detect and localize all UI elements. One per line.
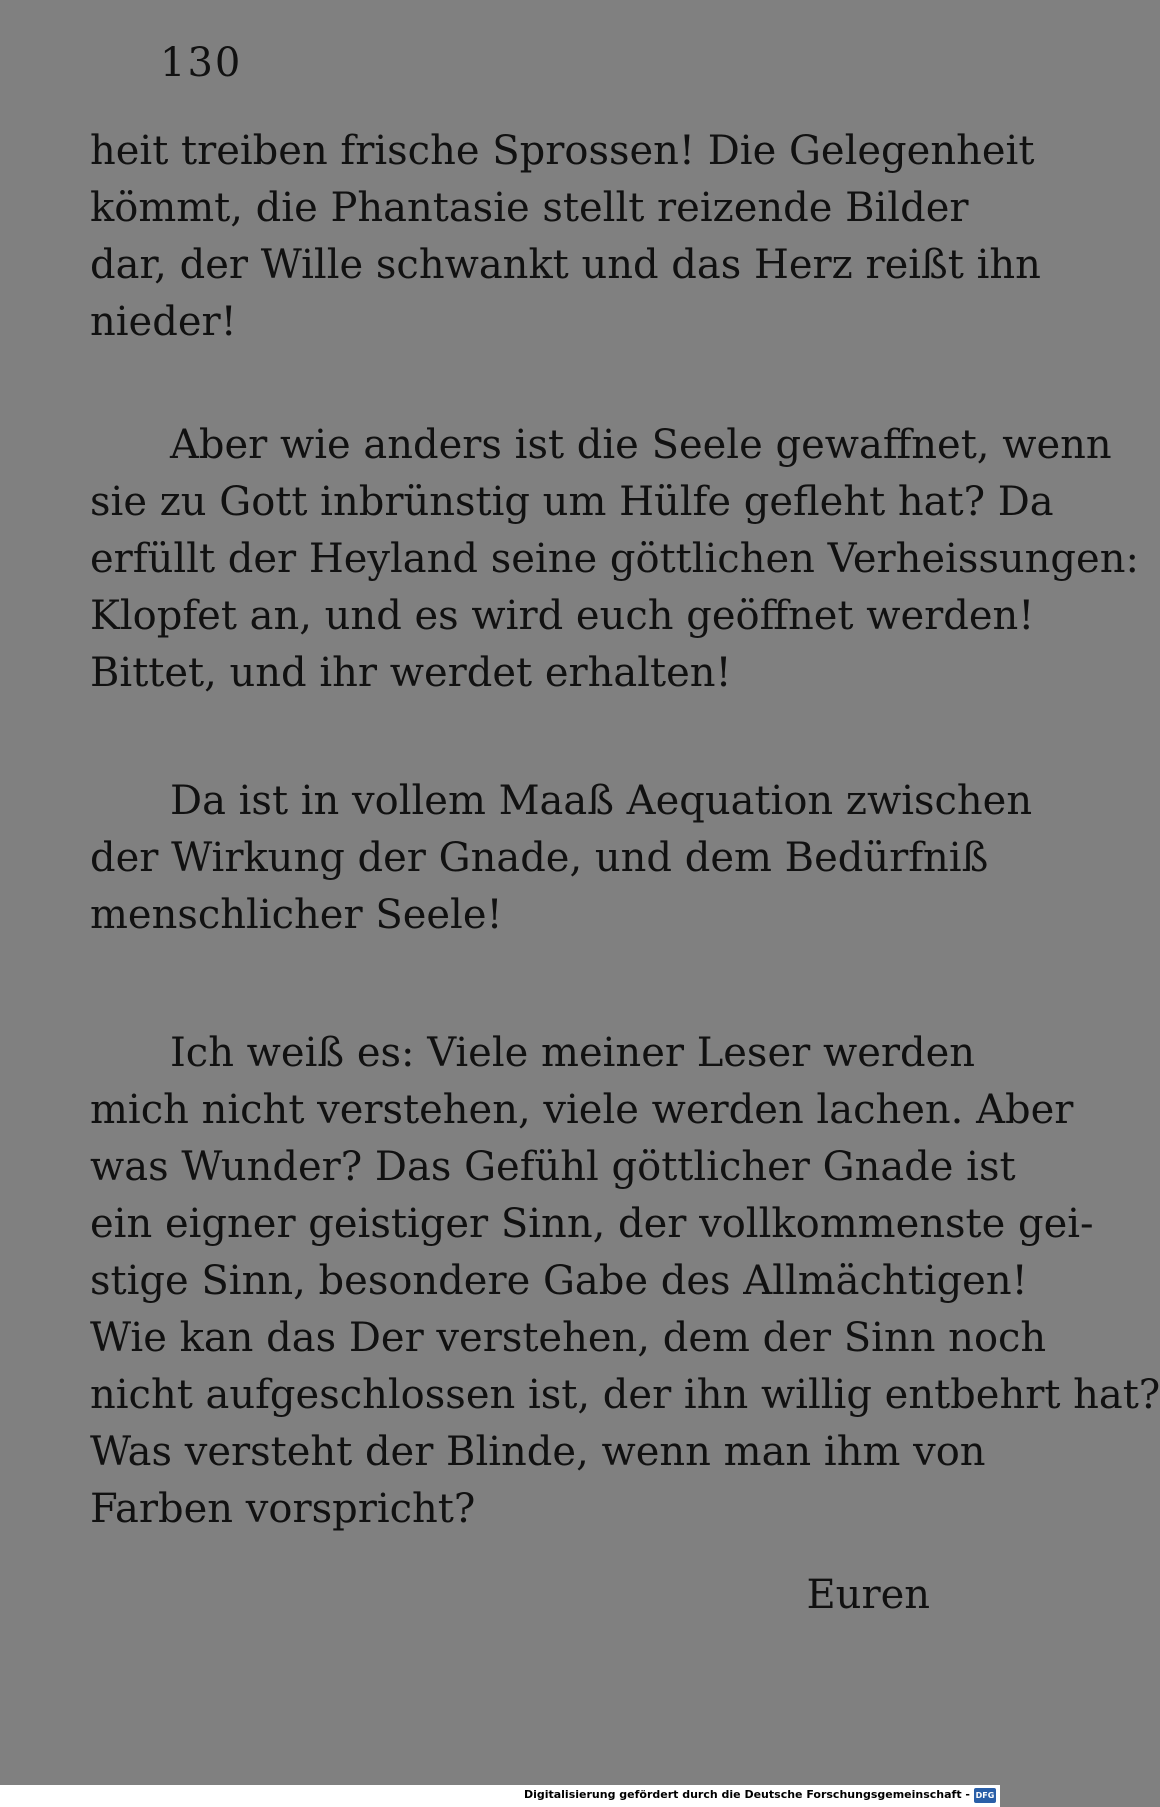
paragraph-1 xyxy=(90,123,1041,351)
text-line: nieder! xyxy=(90,299,237,345)
text-line: mich nicht verstehen, viele werden lachen. Aber xyxy=(90,1087,1074,1133)
text-line: erfüllt der Heyland seine göttlichen Verheissungen: xyxy=(90,536,1139,582)
catchword: Euren xyxy=(806,1572,930,1618)
text-line: Ich weiß es: Viele meiner Leser werden xyxy=(170,1030,976,1076)
text-line: Was versteht der Blinde, wenn man ihm von xyxy=(90,1429,986,1475)
text-line: sie zu Gott inbrünstig um Hülfe gefleht hat? Da xyxy=(90,479,1054,525)
text-line: dar, der Wille schwankt und das Herz reißt ihn xyxy=(90,242,1041,288)
paragraph-3 xyxy=(90,773,1033,944)
text-line: was Wunder? Das Gefühl göttlicher Gnade ist xyxy=(90,1144,1016,1190)
text-line: menschlicher Seele! xyxy=(90,892,503,938)
text-line: heit treiben frische Sprossen! Die Gelegenheit xyxy=(90,128,1035,174)
paragraph-2 xyxy=(90,417,1139,702)
footer-bar xyxy=(0,1785,1000,1807)
footer-credit: Digitalisierung gefördert durch die Deutsche Forschungsgemeinschaft - xyxy=(523,1788,970,1801)
text-line: Da ist in vollem Maaß Aequation zwischen xyxy=(170,778,1033,824)
paragraph-4 xyxy=(90,1025,1160,1538)
page-number: 130 xyxy=(160,40,243,86)
text-line: Aber wie anders ist die Seele gewaffnet, wenn xyxy=(170,422,1112,468)
text-line: der Wirkung der Gnade, und dem Bedürfniß xyxy=(90,835,989,881)
text-line: Farben vorspricht? xyxy=(90,1486,476,1532)
text-line: ein eigner geistiger Sinn, der vollkommenste gei- xyxy=(90,1201,1094,1247)
text-line: Wie kan das Der verstehen, dem der Sinn noch xyxy=(90,1315,1047,1361)
text-line: nicht aufgeschlossen ist, der ihn willig entbehrt hat? xyxy=(90,1372,1160,1418)
text-line: Klopfet an, und es wird euch geöffnet werden! xyxy=(90,593,1035,639)
text-line: stige Sinn, besondere Gabe des Allmächtigen! xyxy=(90,1258,1028,1304)
dfg-logo-icon: DFG xyxy=(974,1788,996,1803)
text-line: kömmt, die Phantasie stellt reizende Bilder xyxy=(90,185,969,231)
text-line: Bittet, und ihr werdet erhalten! xyxy=(90,650,732,696)
